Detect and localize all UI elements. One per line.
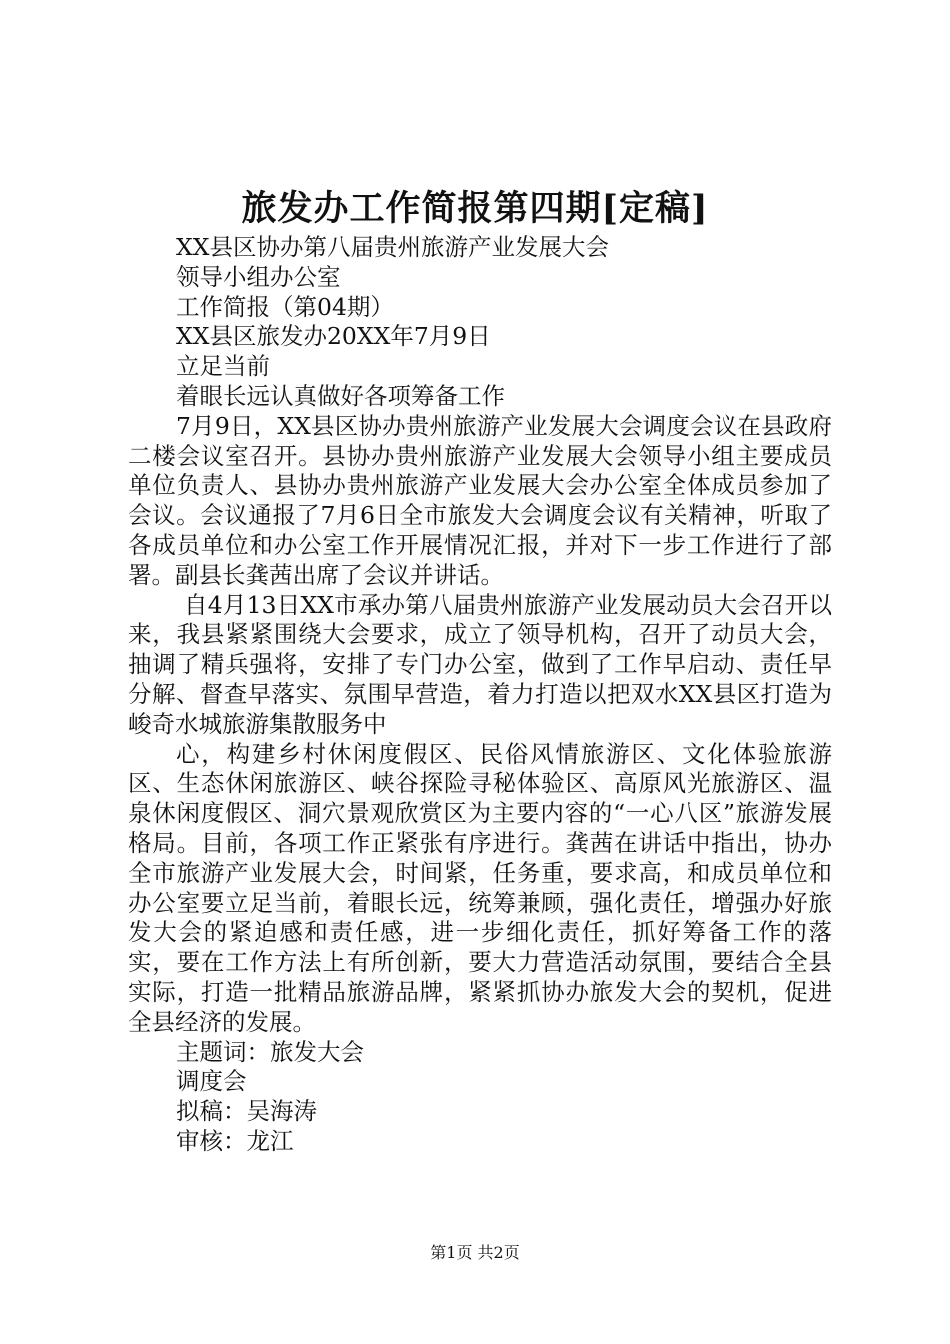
document-body: [128, 233, 832, 1157]
body-paragraph-3: 心，构建乡村休闲度假区、民俗风情旅游区、文化体验旅游区、生态休闲旅游区、峡谷探险寻秘体验区、高原风光旅游区、温泉休闲度假区、洞穴景观欣赏区为主要内容的“一心八区”旅游发展格局。目前，各项工作正紧张有序进行。龚茜在讲话中指出，协办全市旅游产业发展大会，时间紧，任务重，要求高，和成员单位和办公室要立足当前，着眼长远，统筹兼顾，强化责任，增强办好旅发大会的紧迫感和责任感，进一步细化责任，抓好筹备工作的落实，要在工作方法上有所创新，要大力营造活动氛围，要结合全县实际，打造一批精品旅游品牌，紧紧抓协办旅发大会的契机，促进全县经济的发展。: [128, 739, 832, 1036]
header-line-heading-2: 着眼长远认真做好各项筹备工作: [176, 381, 505, 410]
body-paragraph-1: 7月9日，XX县区协办贵州旅游产业发展大会调度会议在县政府二楼会议室召开。县协办贵州旅游产业发展大会领导小组主要成员单位负责人、县协办贵州旅游产业发展大会办公室全体成员参加了会议。会议通报了7月6日全市旅发大会调度会议有关精神，听取了各成员单位和办公室工作开展情况汇报，并对下一步工作进行了部署。副县长龚茜出席了会议并讲话。: [128, 411, 832, 589]
header-line-organizer: XX县区协办第八届贵州旅游产业发展大会: [176, 233, 609, 261]
body-paragraph-2: 自4月13日XX市承办第八届贵州旅游产业发展动员大会召开以来，我县紧紧围绕大会要求，成立了领导机构，召开了动员大会，抽调了精兵强将，安排了专门办公室，做到了工作早启动、责任早分解、督查早落实、氛围早营造，着力打造以把双水XX县区打造为峻奇水城旅游集散服务中: [128, 590, 832, 738]
header-line-issue: 工作简报（第04期）: [176, 292, 394, 321]
drafter-line: 拟稿：吴海涛: [176, 1097, 317, 1126]
keywords-line: 主题词：旅发大会: [176, 1037, 364, 1066]
page-indicator: 第1页 共2页: [430, 1243, 520, 1262]
header-line-date: XX县区旅发办20XX年7月9日: [176, 322, 491, 351]
reviewer-line: 审核：龙江: [176, 1126, 294, 1155]
document-title: 旅发办工作简报第四期[定稿]: [241, 188, 709, 229]
header-line-heading-1: 立足当前: [176, 352, 270, 381]
keywords-line-2: 调度会: [176, 1067, 247, 1096]
header-line-office: 领导小组办公室: [176, 262, 341, 291]
